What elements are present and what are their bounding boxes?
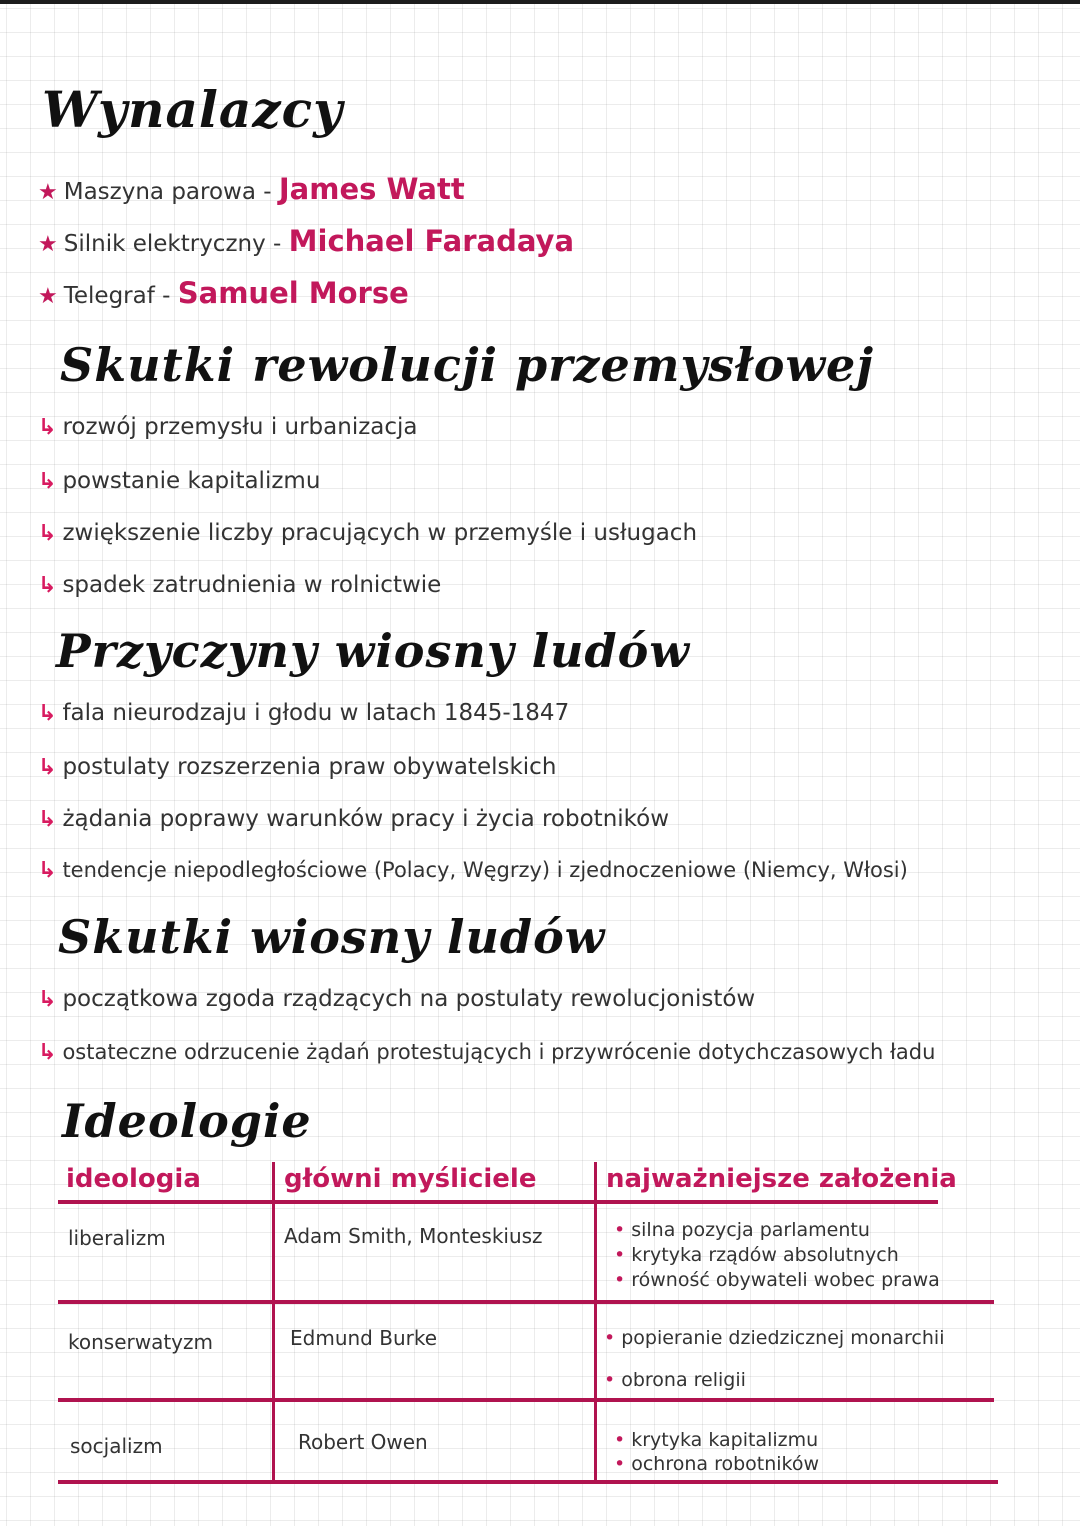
arrow-icon: ↳ [38, 987, 57, 1012]
inventor-item: ★ Telegraf - Samuel Morse [38, 276, 409, 310]
list-item: ↳ postulaty rozszerzenia praw obywatelskich [38, 754, 557, 780]
arrow-icon: ↳ [38, 415, 57, 440]
table-cell-ideology: socjalizm [70, 1434, 163, 1458]
star-icon: ★ [38, 284, 58, 309]
table-cell-ideology: liberalizm [68, 1226, 166, 1250]
arrow-icon: ↳ [38, 573, 57, 598]
page-top-edge [0, 0, 1080, 4]
table-header-assumptions: najważniejsze założenia [606, 1164, 957, 1194]
table-cell-point: • ochrona robotników [614, 1452, 819, 1477]
list-item: ↳ powstanie kapitalizmu [38, 468, 321, 494]
arrow-icon: ↳ [38, 701, 57, 726]
table-cell-point: • silna pozycja parlamentu [614, 1218, 870, 1243]
star-icon: ★ [38, 180, 58, 205]
table-cell-point: • popieranie dziedzicznej monarchii [604, 1326, 944, 1351]
heading-spring-causes: Przyczyny wiosny ludów [56, 624, 690, 678]
table-row-rule [58, 1300, 994, 1304]
table-cell-ideology: konserwatyzm [68, 1330, 213, 1354]
heading-industrial-effects: Skutki rewolucji przemysłowej [60, 338, 874, 392]
table-col-rule [594, 1162, 597, 1484]
table-cell-point: • obrona religii [604, 1368, 746, 1393]
ideologies-table [58, 1160, 998, 1490]
list-item: ↳ rozwój przemysłu i urbanizacja [38, 414, 418, 440]
list-item: ↳ początkowa zgoda rządzących na postulaty rewolucjonistów [38, 986, 756, 1012]
table-cell-point: • krytyka rządów absolutnych [614, 1243, 899, 1268]
table-cell-thinkers: Robert Owen [298, 1430, 428, 1454]
heading-ideologies: Ideologie [62, 1094, 312, 1148]
table-header-thinkers: główni myśliciele [284, 1164, 537, 1194]
heading-inventors: Wynalazcy [42, 80, 344, 139]
star-icon: ★ [38, 232, 58, 257]
list-item: ↳ fala nieurodzaju i głodu w latach 1845-1847 [38, 700, 570, 726]
arrow-icon: ↳ [38, 858, 57, 883]
table-cell-thinkers: Edmund Burke [290, 1326, 438, 1350]
table-cell-point: • równość obywateli wobec prawa [614, 1268, 940, 1293]
table-header-ideology: ideologia [66, 1164, 201, 1194]
inventor-item: ★ Maszyna parowa - James Watt [38, 172, 465, 206]
table-cell-thinkers: Adam Smith, Monteskiusz [284, 1224, 543, 1248]
arrow-icon: ↳ [38, 469, 57, 494]
list-item: ↳ tendencje niepodległościowe (Polacy, Węgrzy) i zjednoczeniowe (Niemcy, Włosi) [38, 858, 908, 883]
inventor-item: ★ Silnik elektryczny - Michael Faradaya [38, 224, 575, 258]
arrow-icon: ↳ [38, 521, 57, 546]
table-row-rule [58, 1480, 998, 1484]
list-item: ↳ zwiększenie liczby pracujących w przemyśle i usługach [38, 520, 698, 546]
arrow-icon: ↳ [38, 755, 57, 780]
table-header-rule [58, 1200, 938, 1204]
arrow-icon: ↳ [38, 1040, 57, 1065]
list-item: ↳ spadek zatrudnienia w rolnictwie [38, 572, 442, 598]
list-item: ↳ ostateczne odrzucenie żądań protestujących i przywrócenie dotychczasowych ładu [38, 1040, 936, 1065]
table-cell-point: • krytyka kapitalizmu [614, 1428, 818, 1453]
table-row-rule [58, 1398, 994, 1402]
heading-spring-effects: Skutki wiosny ludów [58, 910, 606, 964]
table-col-rule [272, 1162, 275, 1484]
list-item: ↳ żądania poprawy warunków pracy i życia robotników [38, 806, 670, 832]
arrow-icon: ↳ [38, 807, 57, 832]
